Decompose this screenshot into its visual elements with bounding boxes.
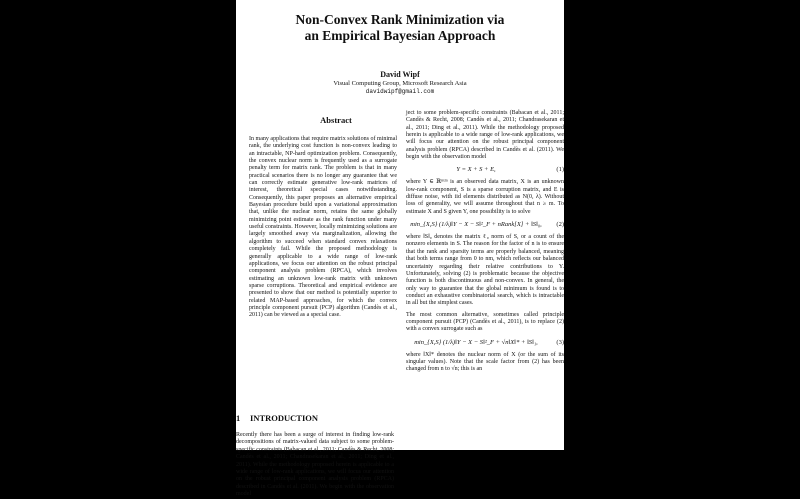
right-paragraph-4: where ‖X‖* denotes the nuclear norm of X (or the sum of its singular values). Note that the scale factor from (2) has been changed from n to √n; this is an (406, 351, 564, 373)
author-email: davidwipf@gmail.com (365, 88, 435, 95)
right-paragraph-3: The most common alternative, sometimes called principle component pursuit (PCP) (Candès et al., 2011), is to replace (2) with a convex surrogate such as (406, 311, 564, 333)
right-paragraph-2: where ‖S‖₀ denotes the matrix ℓ₀ norm of S, or a count of the nonzero elements in S. The reason for the factor of n is to ensure that the rank and sparsity terms are properly balanced, meaning that both terms range from 0 to nm, which reflects our balanced uncertainty regarding their relative contributions to Y. Unfortunately, solving (2) is problematic because the objective function is both discontinuous and non-convex. In general, the only way to guarantee that the global minimum is found is to conduct an exhaustive combinatorial search, which is intractable in all but the simplest cases. (406, 234, 564, 307)
author-name: David Wipf (380, 70, 420, 79)
equation-2-body: min_{X,S} (1/λ)‖Y − X − S‖²_F + nRank[X] + ‖S‖₀, (410, 221, 542, 229)
section-heading (236, 413, 318, 423)
section-title: INTRODUCTION (250, 413, 319, 423)
paper-page (236, 0, 564, 498)
equation-2-number: (2) (556, 221, 564, 229)
right-column (406, 110, 564, 374)
equation-1 (406, 161, 564, 179)
equation-2 (406, 216, 564, 234)
intro-text: Recently there has been a surge of interest in finding low-rank decompositions of matrix-valued data subject to some problem-specific constraints (Babacan et al., 2011; Candès & Recht, 2008; Candès et al., 2011; Chandrasekaran et al., 2011; Ding et al., 2011). While the methodology proposed herein is applicable to a wide range of low-rank applications, we will focus our attention on the robust principal component analysis problem (RPCA) described in Candès et al. (2011). We begin with the observation model (236, 432, 394, 498)
title-line-2: an Empirical Bayesian Approach (304, 28, 496, 43)
abstract-text: In many applications that require matrix solutions of minimal rank, the underlying cost function is non-convex leading to an intractable, NP-hard optimization problem. Consequently, the convex nuclear norm is frequently used as a surrogate penalty term for matrix rank. The problem is that in many practical scenarios there is no longer any guarantee that we can correctly estimate generative low-rank matrices of interest, theoretical special cases notwithstanding. Consequently, this paper proposes an alternative empirical Bayesian procedure build upon a variational approximation that, unlike the nuclear norm, retains the same globally minimizing point estimate as the rank function under many useful constraints. However, locally minimizing solutions are largely smoothed away via marginalization, allowing the algorithm to succeed when standard convex relaxations completely fail. While the proposed methodology is generally applicable to a wide range of low-rank applications, we focus our attention on the robust principal component analysis problem (RPCA), which involves estimating an unknown low-rank matrix with unknown sparse corruptions. Theoretical and empirical evidence are presented to show that our method is potentially superior to related MAP-based approaches, for which the convex principle component pursuit (PCP) algorithm (Candès et al., 2011) can be viewed as a special case. (249, 136, 397, 319)
author-affiliation: Visual Computing Group, Microsoft Research Asia (333, 80, 467, 87)
equation-3-body: min_{X,S} (1/λ)‖Y − X − S‖²_F + √n‖X‖* + ‖S‖₁, (414, 338, 538, 346)
right-paragraph-1: where Y ∈ ℝⁿˣᵐ is an observed data matrix, X is an unknown low-rank component, S is a sparse corruption matrix, and E is diffuse noise, with iid elements distributed as N(0, λ). Without loss of generality, we will assume throughout that n ≥ m. To estimate X and S given Y, one possibility is to solve (406, 179, 564, 215)
section-number: 1 (236, 413, 241, 423)
equation-3 (406, 334, 564, 352)
right-paragraph-0: ject to some problem-specific constraints (Babacan et al., 2011; Candès & Recht, 2008; Candès et al., 2011; Chandrasekaran et al., 2011; Ding et al., 2011). While the methodology proposed herein is applicable to a wide range of low-rank applications, we will focus our attention on the robust principal component analysis problem (RPCA) described in Candès et al. (2011). We begin with the observation model (406, 110, 564, 161)
abstract-heading: Abstract (320, 115, 352, 125)
title-line-1: Non-Convex Rank Minimization via (295, 12, 505, 27)
equation-1-body: Y = X + S + E, (456, 166, 496, 174)
equation-1-number: (1) (556, 166, 564, 174)
paper-title (236, 12, 564, 44)
equation-3-number: (3) (556, 338, 564, 346)
